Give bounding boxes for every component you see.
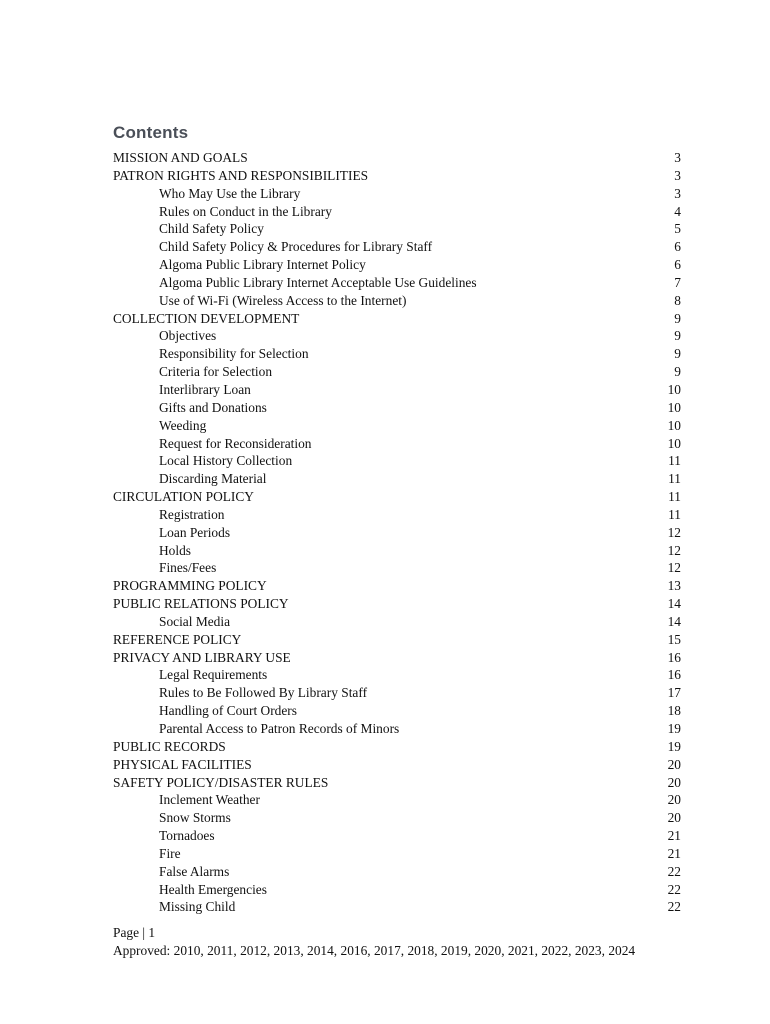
- toc-entry-page: 12: [667, 560, 681, 576]
- toc-entry-page: 16: [667, 649, 681, 665]
- toc-entry-page: 9: [674, 328, 681, 344]
- toc-entry-page: 17: [667, 685, 681, 701]
- toc-entry[interactable]: [113, 666, 681, 684]
- toc-entry-page: 21: [667, 845, 681, 861]
- toc-entry[interactable]: [113, 720, 681, 738]
- toc-entry-title: Child Safety Policy & Procedures for Library Staff: [159, 239, 433, 255]
- toc-entry-title: Algoma Public Library Internet Acceptable Use Guidelines: [159, 274, 477, 290]
- toc-entry-title: Legal Requirements: [159, 667, 268, 683]
- toc-entry-page: 10: [667, 381, 681, 397]
- toc-entry-page: 19: [667, 738, 681, 754]
- toc-entry-page: 20: [667, 774, 681, 790]
- toc-entry-page: 3: [674, 167, 681, 183]
- toc-entry-page: 11: [668, 471, 681, 487]
- toc-entry-page: 9: [674, 310, 681, 326]
- toc-entry[interactable]: [113, 863, 681, 881]
- toc-entry-title: Tornadoes: [159, 828, 215, 844]
- toc-entry-page: 12: [667, 524, 681, 540]
- toc-entry-page: 16: [667, 667, 681, 683]
- toc-entry[interactable]: [113, 452, 681, 470]
- toc-entry-title: Rules to Be Followed By Library Staff: [159, 685, 368, 701]
- toc-entry-page: 22: [667, 863, 681, 879]
- toc-entry[interactable]: [113, 506, 681, 524]
- toc-entry-page: 18: [667, 703, 681, 719]
- toc-entry-page: 10: [667, 435, 681, 451]
- toc-entry-title: Who May Use the Library: [159, 185, 301, 201]
- toc-entry[interactable]: [113, 559, 681, 577]
- toc-entry-title: False Alarms: [159, 863, 230, 879]
- toc-entry[interactable]: [113, 488, 681, 506]
- toc-entry-page: 4: [674, 203, 681, 219]
- toc-entry-title: Holds: [159, 542, 191, 558]
- toc-entry[interactable]: [113, 791, 681, 809]
- toc-entry-title: COLLECTION DEVELOPMENT: [113, 310, 300, 326]
- toc-entry-title: PROGRAMMING POLICY: [113, 578, 267, 594]
- toc-entry[interactable]: [113, 470, 681, 488]
- toc-entry[interactable]: [113, 327, 681, 345]
- toc-entry-title: Registration: [159, 506, 225, 522]
- toc-entry-title: Child Safety Policy: [159, 221, 264, 237]
- toc-entry[interactable]: [113, 649, 681, 667]
- toc-entry-title: Rules on Conduct in the Library: [159, 203, 332, 219]
- toc-entry[interactable]: [113, 149, 681, 167]
- toc-entry[interactable]: [113, 577, 681, 595]
- toc-entry[interactable]: [113, 684, 681, 702]
- toc-entry[interactable]: [113, 345, 681, 363]
- toc-entry[interactable]: [113, 595, 681, 613]
- toc-entry-page: 10: [667, 399, 681, 415]
- toc-entry[interactable]: [113, 542, 681, 560]
- toc-entry-title: PUBLIC RECORDS: [113, 738, 226, 754]
- toc-entry-title: REFERENCE POLICY: [113, 631, 242, 647]
- toc-entry-page: 19: [667, 721, 681, 736]
- toc-entry-page: 13: [667, 578, 681, 594]
- toc-entry-title: Health Emergencies: [159, 881, 267, 897]
- toc-entry[interactable]: [113, 738, 681, 756]
- page-footer: [113, 924, 683, 959]
- toc-entry[interactable]: [113, 774, 681, 792]
- toc-entry-title: Parental Access to Patron Records of Minors: [159, 721, 400, 736]
- toc-entry-page: 7: [674, 274, 681, 290]
- toc-entry-page: 11: [668, 506, 681, 522]
- toc-entry-page: 14: [667, 596, 681, 612]
- toc-entry-title: Use of Wi-Fi (Wireless Access to the Internet): [159, 292, 407, 308]
- toc-entry-page: 22: [667, 899, 681, 915]
- toc-entry-title: Request for Reconsideration: [159, 435, 312, 451]
- toc-entry[interactable]: [113, 185, 681, 203]
- toc-entry-title: Gifts and Donations: [159, 399, 267, 415]
- toc-entry-title: Objectives: [159, 328, 217, 344]
- toc-entry[interactable]: [113, 631, 681, 649]
- toc-entry-title: Fire: [159, 845, 181, 861]
- toc-entry-title: Interlibrary Loan: [159, 381, 251, 397]
- toc-entry[interactable]: [113, 310, 681, 328]
- toc-entry-page: 20: [667, 792, 681, 808]
- toc-entry[interactable]: [113, 292, 681, 310]
- toc-entry-page: 10: [667, 417, 681, 433]
- toc-entry[interactable]: [113, 399, 681, 417]
- toc-entry-title: Missing Child: [159, 899, 236, 915]
- toc-entry-page: 3: [674, 185, 681, 201]
- toc-entry-title: Inclement Weather: [159, 792, 260, 808]
- toc-entry-page: 14: [667, 613, 681, 629]
- toc-entry[interactable]: [113, 898, 681, 916]
- toc-entry-title: CIRCULATION POLICY: [113, 489, 254, 505]
- toc-entry-page: 9: [674, 364, 681, 380]
- toc-entry-title: Loan Periods: [159, 524, 231, 540]
- toc-entry[interactable]: [113, 238, 681, 256]
- toc-entry-page: 12: [667, 542, 681, 558]
- toc-entry-title: PHYSICAL FACILITIES: [113, 756, 252, 772]
- toc-entry-title: Responsibility for Selection: [159, 346, 309, 362]
- toc-entry-page: 5: [674, 221, 681, 237]
- toc-entry[interactable]: [113, 756, 681, 774]
- toc-entry[interactable]: [113, 274, 681, 292]
- toc-entry[interactable]: [113, 167, 681, 185]
- table-of-contents: [113, 149, 681, 916]
- toc-entry[interactable]: [113, 363, 681, 381]
- toc-entry-page: 22: [667, 881, 681, 897]
- toc-entry-title: Criteria for Selection: [159, 364, 273, 380]
- toc-entry[interactable]: [113, 827, 681, 845]
- toc-entry[interactable]: [113, 881, 681, 899]
- toc-entry-page: 11: [668, 453, 681, 469]
- toc-entry-page: 6: [674, 257, 681, 273]
- toc-entry-page: 6: [674, 239, 681, 255]
- toc-entry-page: 9: [674, 346, 681, 362]
- toc-entry-title: Local History Collection: [159, 453, 293, 469]
- toc-entry-page: 21: [667, 828, 681, 844]
- toc-entry-page: 3: [674, 150, 681, 165]
- approval-dates: Approved: 2010, 2011, 2012, 2013, 2014, 2016, 2017, 2018, 2019, 2020, 2021, 2022, 2023, 2024: [113, 942, 636, 958]
- toc-entry-page: 8: [674, 292, 681, 308]
- toc-entry-page: 11: [668, 489, 681, 505]
- toc-entry[interactable]: [113, 417, 681, 435]
- toc-entry-title: Weeding: [159, 417, 207, 433]
- toc-entry[interactable]: [113, 702, 681, 720]
- toc-entry-title: Social Media: [159, 613, 231, 629]
- page-number: Page | 1: [113, 925, 156, 940]
- toc-entry[interactable]: [113, 613, 681, 631]
- toc-entry[interactable]: [113, 845, 681, 863]
- toc-entry-title: PATRON RIGHTS AND RESPONSIBILITIES: [113, 167, 369, 183]
- toc-entry[interactable]: [113, 809, 681, 827]
- toc-entry-title: Discarding Material: [159, 471, 267, 487]
- toc-entry-title: Fines/Fees: [159, 560, 217, 576]
- toc-entry-title: MISSION AND GOALS: [113, 150, 248, 165]
- contents-heading: Contents: [113, 123, 189, 142]
- toc-entry[interactable]: [113, 220, 681, 238]
- toc-entry[interactable]: [113, 256, 681, 274]
- toc-entry-page: 20: [667, 756, 681, 772]
- toc-entry-page: 20: [667, 810, 681, 826]
- toc-entry-title: Algoma Public Library Internet Policy: [159, 257, 366, 273]
- toc-entry[interactable]: [113, 524, 681, 542]
- toc-entry-page: 15: [667, 631, 681, 647]
- toc-entry-title: PRIVACY AND LIBRARY USE: [113, 649, 291, 665]
- toc-entry-title: Snow Storms: [159, 810, 231, 826]
- toc-entry[interactable]: [113, 435, 681, 453]
- toc-entry-title: Handling of Court Orders: [159, 703, 297, 719]
- toc-entry[interactable]: [113, 203, 681, 221]
- toc-entry-title: PUBLIC RELATIONS POLICY: [113, 596, 289, 612]
- toc-entry[interactable]: [113, 381, 681, 399]
- toc-entry-title: SAFETY POLICY/DISASTER RULES: [113, 774, 329, 790]
